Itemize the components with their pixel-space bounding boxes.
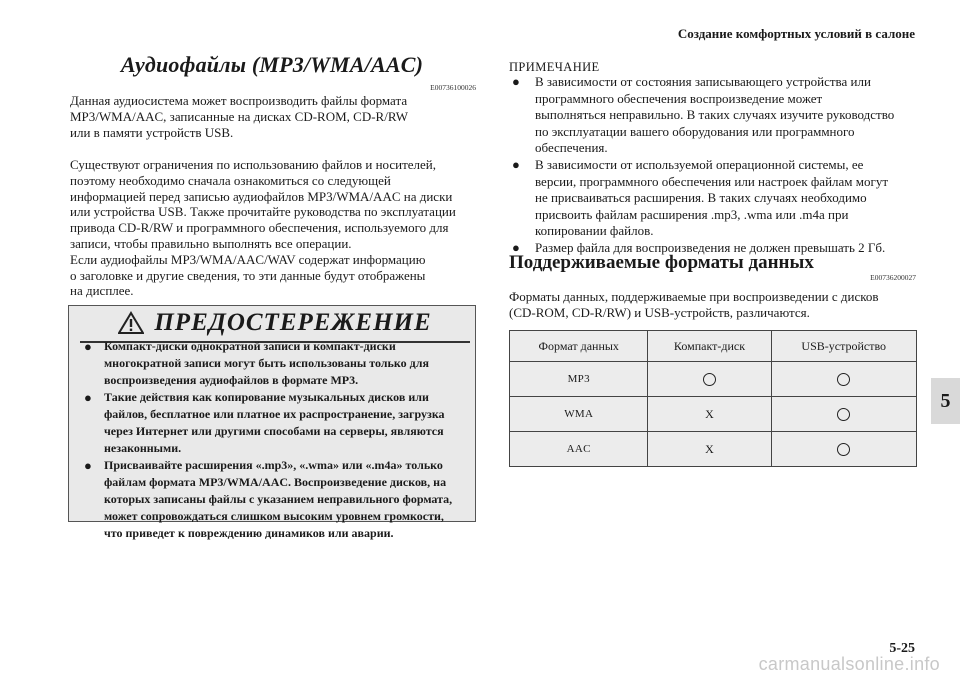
support-cell: [771, 432, 917, 467]
text-line: Такие действия как копирование музыкальных дисков или: [104, 390, 429, 404]
table-row: [510, 362, 917, 397]
text-line: не присваиваться расширения. В таких случаях необходимо: [535, 190, 867, 206]
supported-circle-icon: [837, 408, 850, 421]
supported-circle-icon: [703, 373, 716, 386]
intro-paragraph: [70, 93, 480, 140]
bullet-icon: ●: [84, 390, 92, 405]
text-line: В зависимости от состояния записывающего устройства или: [535, 74, 871, 89]
table-row: [510, 432, 917, 467]
text-line: файлам формата MP3/WMA/AAC. Воспроизведение дисков, на: [104, 475, 447, 489]
text-line: что приведет к повреждению динамиков или аварии.: [104, 526, 394, 540]
text-line: через Интернет или другими способами на серверы, являются: [104, 424, 444, 438]
text-line: или устройства USB. Также прочитайте руководства по эксплуатации: [70, 204, 456, 220]
chapter-tab: 5: [931, 378, 960, 424]
text-line: Присваивайте расширения «.mp3», «.wma» или «.m4a» только: [104, 458, 443, 472]
text-line: присвоить файлам расширения .mp3, .wma или .m4a при: [535, 206, 849, 222]
text-line: поэтому необходимо сначала ознакомиться со следующей: [70, 172, 391, 188]
supported-circle-icon: [837, 443, 850, 456]
warning-item: [80, 338, 466, 389]
text-line: по эксплуатации вашего оборудования или программного: [535, 123, 855, 139]
column-header: Формат данных: [510, 331, 648, 362]
bullet-icon: ●: [512, 74, 520, 89]
text-line: версии, программного обеспечения или настроек файлам могут: [535, 173, 889, 189]
text-line: программного обеспечения воспроизведение может: [535, 90, 823, 106]
text-line: выполняться неправильно. В таких случаях изучите руководство: [535, 107, 895, 123]
page-number: 5-25: [889, 641, 915, 656]
text-line: Если аудиофайлы MP3/WMA/AAC/WAV содержат информацию: [70, 251, 426, 267]
supported-circle-icon: [837, 373, 850, 386]
support-cell: X: [648, 397, 771, 432]
text-line: (CD-ROM, CD-R/RW) и USB-устройств, различаются.: [509, 304, 810, 320]
text-line: Существуют ограничения по использованию файлов и носителей,: [70, 157, 436, 172]
format-cell: WMA: [510, 397, 648, 432]
table-row: [510, 397, 917, 432]
text-line: информацией перед записью аудиофайлов MP3/WMA/AAC на диски: [70, 188, 453, 204]
text-line: привода CD-R/RW и программного обеспечения, используемого для: [70, 220, 449, 236]
text-line: копировании файлов.: [535, 223, 654, 239]
text-line: Компакт-диски однократной записи и компакт-диски: [104, 339, 396, 353]
formats-code: E00736200027: [870, 273, 916, 282]
bullet-icon: ●: [84, 339, 92, 354]
warning-triangle-icon: [118, 311, 144, 335]
warning-title: ПРЕДОСТЕРЕЖЕНИЕ: [154, 309, 432, 336]
bullet-icon: ●: [512, 156, 520, 172]
text-line: о заголовке и другие сведения, то эти данные будут отображены: [70, 267, 426, 283]
column-header: Компакт-диск: [648, 331, 771, 362]
running-header: Создание комфортных условий в салоне: [677, 26, 915, 41]
note-heading: ПРИМЕЧАНИЕ: [509, 60, 600, 74]
warning-item: [80, 457, 466, 542]
support-cell: [771, 397, 917, 432]
bullet-icon: ●: [84, 458, 92, 473]
text-line: MP3/WMA/AAC, записанные на дисках CD-ROM, CD-R/RW: [70, 108, 409, 124]
text-line: записи, чтобы правильно выполнять все операции.: [70, 235, 352, 251]
column-header: USB-устройство: [771, 331, 917, 362]
warning-item: [80, 389, 466, 457]
format-cell: MP3: [510, 362, 648, 397]
warning-list: [80, 338, 466, 542]
text-line: В зависимости от используемой операционной системы, ее: [535, 156, 864, 172]
table-header-row: [510, 331, 917, 362]
support-cell: [648, 362, 771, 397]
text-line: файлов, бесплатное или платное их распространение, загрузка: [104, 407, 445, 421]
restrictions-paragraph: [70, 157, 480, 299]
format-cell: AAC: [510, 432, 648, 467]
text-line: воспроизведения аудиофайлов в формате MP3.: [104, 373, 359, 387]
section-code: E00736100026: [430, 83, 476, 92]
text-line: на дисплее.: [70, 283, 134, 299]
text-line: Размер файла для воспроизведения не должен превышать 2 Гб.: [535, 239, 886, 255]
text-line: Форматы данных, поддерживаемые при воспроизведении с дисков: [509, 289, 879, 304]
support-cell: [771, 362, 917, 397]
section-title: Аудиофайлы (MP3/WMA/AAC): [120, 52, 424, 77]
formats-paragraph: [509, 289, 919, 321]
text-line: многократной записи могут быть использованы только для: [104, 356, 429, 370]
text-line: может сопровождаться слишком высоким уровнем громкости,: [104, 509, 444, 523]
text-line: незаконными.: [104, 441, 182, 455]
formats-heading: Поддерживаемые форматы данных: [509, 252, 814, 273]
note-item: [509, 74, 919, 157]
support-cell: X: [648, 432, 771, 467]
text-line: которых записаны файлы с указанием неправильного формата,: [104, 492, 453, 506]
note-item: [509, 157, 919, 240]
watermark: carmanualsonline.info: [758, 654, 940, 674]
bullet-icon: ●: [512, 239, 520, 255]
text-line: или в памяти устройств USB.: [70, 124, 234, 140]
formats-table: [509, 330, 917, 467]
note-list: [509, 74, 919, 257]
text-line: обеспечения.: [535, 140, 608, 156]
text-line: Данная аудиосистема может воспроизводить файлы формата: [70, 93, 408, 108]
